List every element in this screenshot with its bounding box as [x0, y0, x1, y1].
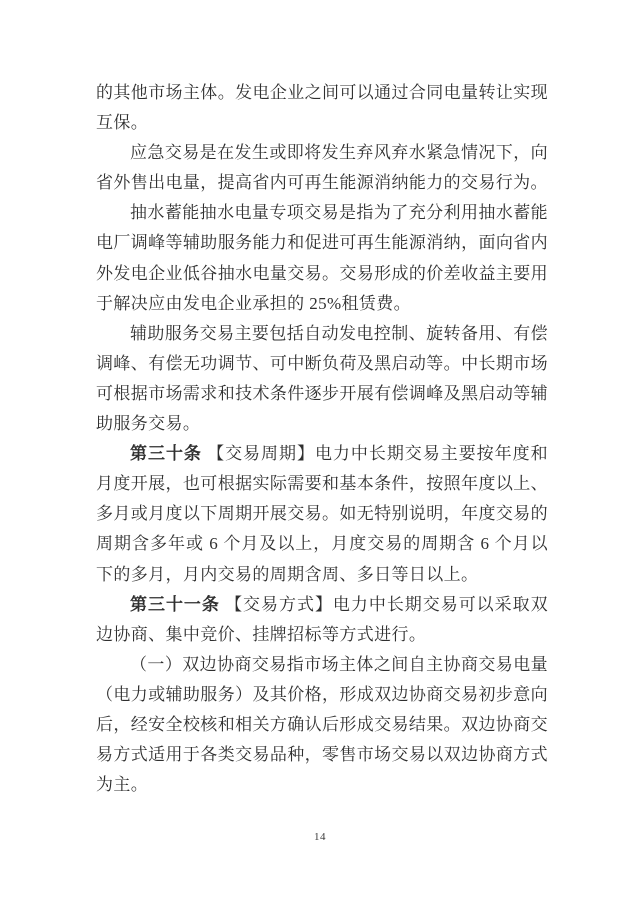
article-number: 第三十条 [130, 444, 202, 464]
text-segment: 应急交易是在发生或即将发生弃风弃水紧急情况下，向省外售出电量，提高省内可再生能源消纳能力的交易行为。 [96, 143, 548, 193]
paragraph [96, 439, 548, 589]
text-segment: 【交易方式】电力中长期交易可以采取双边协商、集中竞价、挂牌招标等方式进行。 [96, 594, 548, 644]
paragraph [96, 198, 548, 318]
paragraph [96, 319, 548, 439]
text-segment: 抽水蓄能抽水电量专项交易是指为了充分利用抽水蓄能电厂调峰等辅助服务能力和促进可再生能源消纳，面向省内外发电企业低谷抽水电量交易。交易形成的价差收益主要用于解决应由发电企业承担的 25%租赁费。 [96, 203, 548, 313]
text-segment: （一）双边协商交易指市场主体之间自主协商交易电量（电力或辅助服务）及其价格，形成双边协商交易初步意向后，经安全校核和相关方确认后形成交易结果。双边协商交易方式适用于各类交易品种，零售市场交易以双边协商方式为主。 [96, 654, 548, 795]
paragraph [96, 78, 548, 138]
document-body [96, 78, 548, 800]
article-number: 第三十一条 [130, 594, 220, 614]
page-number: 14 [314, 831, 326, 843]
paragraph [96, 650, 548, 800]
text-segment: 【交易周期】电力中长期交易主要按年度和月度开展，也可根据实际需要和基本条件，按照年度以上、多月或月度以下周期开展交易。如无特别说明，年度交易的周期含多年或 6 个月及以上，月度交易的周期含 6 个月以下的多月，月内交易的周期含周、多日等日以上。 [96, 444, 548, 584]
paragraph [96, 138, 548, 198]
text-segment: 辅助服务交易主要包括自动发电控制、旋转备用、有偿调峰、有偿无功调节、可中断负荷及黑启动等。中长期市场可根据市场需求和技术条件逐步开展有偿调峰及黑启动等辅助服务交易。 [96, 323, 548, 434]
paragraph [96, 590, 548, 650]
text-segment: 的其他市场主体。发电企业之间可以通过合同电量转让实现互保。 [96, 83, 548, 133]
